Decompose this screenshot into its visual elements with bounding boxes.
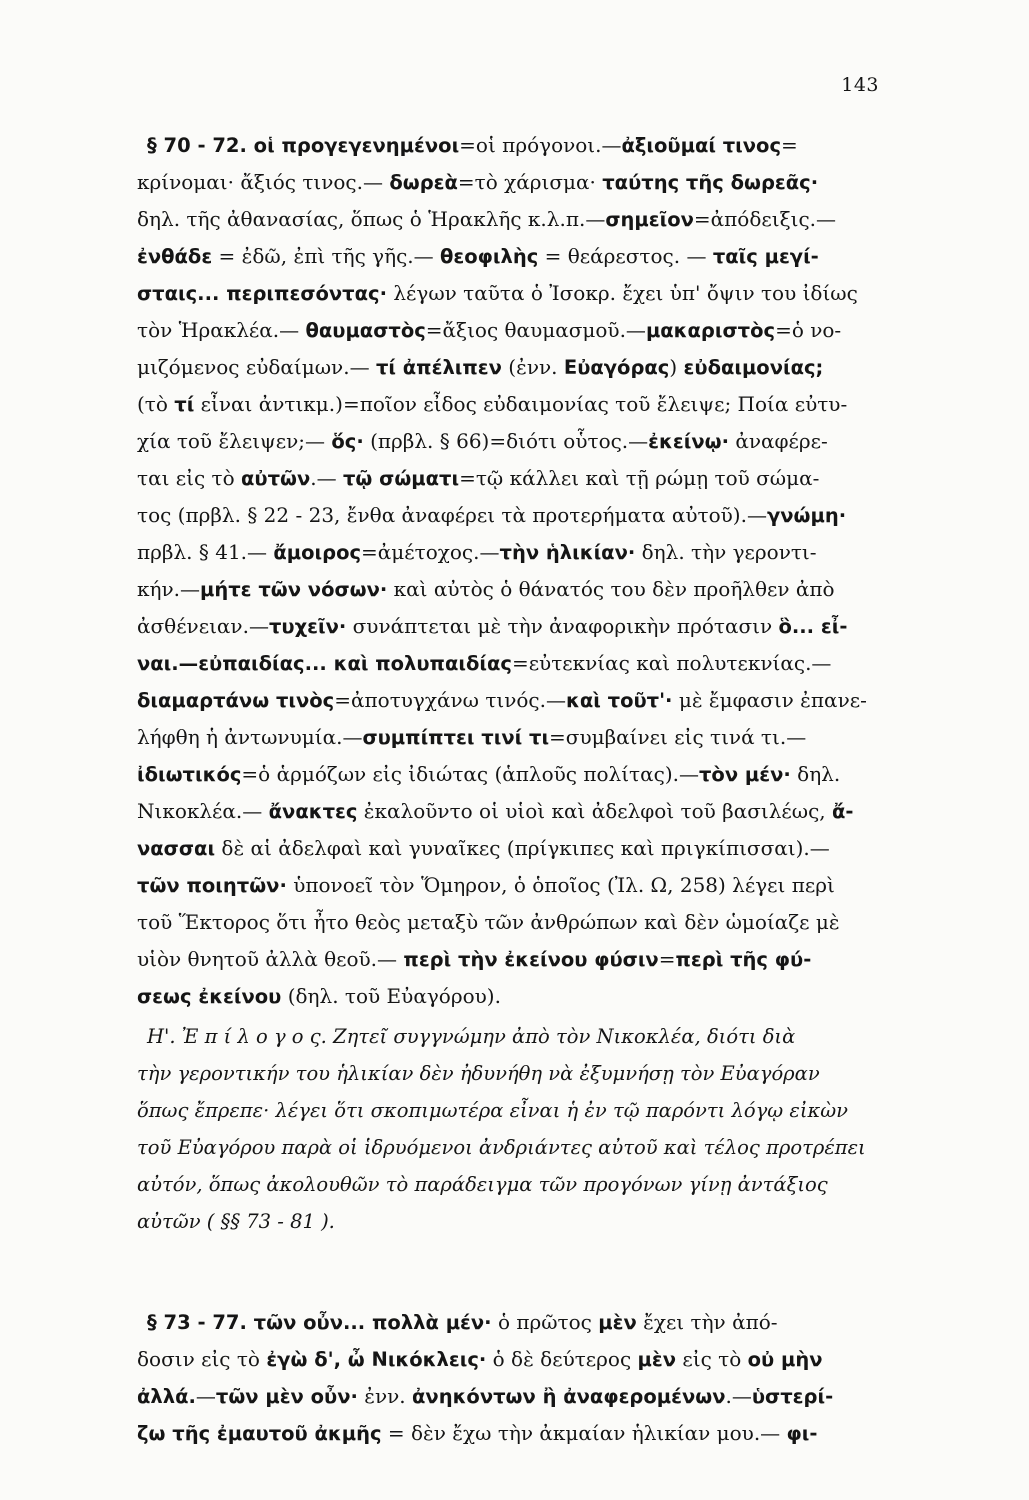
gloss-text: κήν.— <box>137 577 200 601</box>
lemma-term: ἐκείνῳ· <box>648 430 729 453</box>
text-line <box>137 608 883 645</box>
lemma-term: οὐ μὴν <box>747 1348 823 1371</box>
gloss-text: =ὁ ἁρμόζων εἰς ἰδιώτας (ἁπλοῦς πολίτας).— <box>241 762 699 786</box>
commentary-section-70-72 <box>137 127 883 1015</box>
gloss-text: λέγων ταῦτα ὁ Ἰσοκρ. ἔχει ὑπ' ὄψιν του ἰδίως <box>387 281 858 305</box>
text-line <box>137 904 883 941</box>
gloss-text: =ἀπόδειξις.— <box>693 207 836 231</box>
text-line <box>137 423 883 460</box>
gloss-text: εἰς τὸ <box>676 1347 748 1371</box>
epilogue-line: αὐτῶν ( §§ 73 - 81 ). <box>137 1210 335 1233</box>
lemma-term: ὑστερί- <box>751 1385 834 1408</box>
gloss-text: = ἐδῶ, ἐπὶ τῆς γῆς.— <box>212 244 440 268</box>
gloss-text: εἶναι ἀντικμ.)=ποῖον εἶδος εὐδαιμονίας τοῦ ἔλειψε; Ποία εὐτυ- <box>194 392 848 416</box>
gloss-text: ἀναφέρε- <box>728 429 828 453</box>
gloss-text: καὶ αὐτὸς ὁ θάνατός του δὲν προῆλθεν ἀπὸ <box>387 577 835 601</box>
text-line <box>137 1341 883 1378</box>
lemma-term: αὐτῶν <box>241 467 311 490</box>
gloss-text: δηλ. τὴν γεροντι- <box>635 540 817 564</box>
gloss-text: ἀσθένειαν.— <box>137 614 269 638</box>
text-line <box>137 941 883 978</box>
text-line <box>137 497 883 534</box>
gloss-text: δὲ αἱ ἀδελφαὶ καὶ γυναῖκες (πρίγκιπες καὶ πριγκίπισσαι).— <box>215 836 830 860</box>
gloss-text: ὁ πρῶτος <box>491 1310 599 1334</box>
lemma-term: ἰδιωτικός <box>137 763 242 786</box>
text-line <box>137 682 883 719</box>
gloss-text: μιζόμενος εὐδαίμων.— <box>137 355 376 379</box>
page-number: 143 <box>841 74 879 96</box>
gloss-text: (ἐνν. <box>501 355 564 379</box>
gloss-text: =τῷ κάλλει καὶ τῇ ρώμῃ τοῦ σώμα- <box>459 466 820 490</box>
gloss-text: τος (πρβλ. § 22 - 23, ἔνθα ἀναφέρει τὰ προτερήματα αὐτοῦ).— <box>137 503 767 527</box>
gloss-text: .— <box>310 466 343 490</box>
text-line <box>137 460 883 497</box>
gloss-text: = <box>781 133 798 157</box>
lemma-term: εὐπαιδίας... καὶ πολυπαιδίας <box>198 652 512 675</box>
text-line <box>137 201 883 238</box>
gloss-text: κρίνομαι· ἄξιός τινος.— <box>137 170 390 194</box>
lemma-term: μακαριστὸς <box>645 319 776 342</box>
lemma-term: τῶν ποιητῶν· <box>137 874 287 897</box>
lemma-term: ἀξιοῦμαί τινος <box>621 134 782 157</box>
lemma-term: ναι.— <box>137 652 199 675</box>
lemma-term: τί <box>174 393 195 416</box>
gloss-text: ) <box>669 355 684 379</box>
gloss-text: δηλ. τῆς ἀθανασίας, ὅπως ὁ Ἡρακλῆς κ.λ.π.— <box>137 207 606 231</box>
gloss-text: =οἱ πρόγονοι.— <box>459 133 622 157</box>
lemma-term: γνώμη· <box>766 504 847 527</box>
epilogue-line: τὴν γεροντικήν του ἡλικίαν δὲν ἠδυνήθη νὰ ἐξυμνήσῃ τὸν Εὐαγόραν <box>137 1062 820 1085</box>
gloss-text: =ὁ νο- <box>775 318 842 342</box>
lemma-term: περὶ τὴν ἐκείνου φύσιν <box>403 948 659 971</box>
text-line <box>137 793 883 830</box>
gloss-text: = <box>658 947 676 971</box>
text-line <box>137 867 883 904</box>
text-line <box>137 127 883 164</box>
gloss-text: (πρβλ. § 66)=διότι οὗτος.— <box>363 429 649 453</box>
lemma-term: τῶν μὲν οὖν· <box>215 1385 358 1408</box>
text-line <box>137 1415 883 1452</box>
lemma-term: ἄνακτες <box>268 800 358 823</box>
gloss-text: υἱὸν θνητοῦ ἀλλὰ θεοῦ.— <box>137 947 404 971</box>
epilogue-line: ὅπως ἔπρεπε· λέγει ὅτι σκοπιμωτέρα εἶναι ἡ ἐν τῷ παρόντι λόγῳ εἰκὼν <box>137 1099 849 1122</box>
text-line <box>137 349 883 386</box>
lemma-term: § 70 - 72. οἱ προγεγενημένοι <box>147 134 460 157</box>
lemma-term: καὶ τοῦτ'· <box>566 689 673 712</box>
gloss-text: =εὐτεκνίας καὶ πολυτεκνίας.— <box>511 651 832 675</box>
lemma-term: ταῖς μεγί- <box>712 245 819 268</box>
lemma-term: μήτε τῶν νόσων· <box>200 578 388 601</box>
lemma-term: ἐγὼ δ', ὦ Νικόκλεις· <box>266 1348 487 1371</box>
text-line <box>137 719 883 756</box>
text-line <box>137 830 883 867</box>
gloss-text: δηλ. <box>790 762 841 786</box>
lemma-term: τὸν μέν· <box>698 763 791 786</box>
gloss-text: τὸν Ἡρακλέα.— <box>137 318 306 342</box>
gloss-text: λήφθη ἡ ἀντωνυμία.— <box>137 725 363 749</box>
text-line <box>137 164 883 201</box>
gloss-text: (τὸ <box>137 392 175 416</box>
gloss-text: πρβλ. § 41.— <box>137 540 274 564</box>
lemma-term: ζω τῆς ἐμαυτοῦ ἀκμῆς <box>137 1422 382 1445</box>
lemma-term: σταις... περιπεσόντας· <box>137 282 387 305</box>
gloss-text: ἐκαλοῦντο οἱ υἱοὶ καὶ ἀδελφοὶ τοῦ βασιλέως, <box>357 799 832 823</box>
gloss-text: ἔχει τὴν ἀπό- <box>636 1310 778 1334</box>
lemma-term: ταύτης τῆς δωρεᾶς· <box>602 171 819 194</box>
text-line <box>137 571 883 608</box>
text-line <box>137 1378 883 1415</box>
lemma-term: ὃ... εἶ- <box>778 615 848 638</box>
gloss-text: δοσιν εἰς τὸ <box>137 1347 267 1371</box>
lemma-term: φι- <box>786 1422 818 1445</box>
commentary-section-73-77 <box>137 1304 883 1452</box>
gloss-text: Νικοκλέα.— <box>137 799 269 823</box>
epilogue-line: Η'. Ἐ π ί λ ο γ ο ς. Ζητεῖ συγγνώμην ἀπὸ τὸν Νικοκλέα, διότι διὰ <box>147 1025 796 1048</box>
lemma-term: σημεῖον <box>605 208 694 231</box>
gloss-text: =ἄξιος θαυμασμοῦ.— <box>425 318 646 342</box>
gloss-text: =συμβαίνει εἰς τινά τι.— <box>549 725 807 749</box>
lemma-term: τὴν ἡλικίαν· <box>499 541 636 564</box>
gloss-text: ἐνν. <box>357 1384 413 1408</box>
epilogue-line: τοῦ Εὐαγόρου παρὰ οἱ ἱδρυόμενοι ἀνδριάντες αὐτοῦ καὶ τέλος προτρέπει <box>137 1136 866 1159</box>
gloss-text: .— <box>725 1384 752 1408</box>
gloss-text: ται εἰς τὸ <box>137 466 241 490</box>
gloss-text: =ἀποτυγχάνω τινός.— <box>334 688 566 712</box>
text-line <box>137 238 883 275</box>
gloss-text: ὑπονοεῖ τὸν Ὅμηρον, ὁ ὁποῖος (Ἰλ. Ω, 258) λέγει περὶ <box>286 873 835 897</box>
lemma-term: ἄ- <box>832 800 854 823</box>
lemma-term: εὐδαιμονίας; <box>683 356 824 379</box>
lemma-term: δωρεὰ <box>389 171 458 194</box>
lemma-term: ἐνθάδε <box>137 245 213 268</box>
lemma-term: τῷ σώματι <box>342 467 460 490</box>
lemma-term: σεως ἐκείνου <box>137 985 282 1008</box>
lemma-term: θεοφιλὴς <box>440 245 539 268</box>
lemma-term: μὲν <box>637 1348 677 1371</box>
gloss-text: = θεάρεστος. — <box>538 244 713 268</box>
text-line <box>137 312 883 349</box>
text-line <box>137 756 883 793</box>
text-line <box>137 386 883 423</box>
lemma-term: θαυμαστὸς <box>305 319 426 342</box>
lemma-term: τί ἀπέλιπεν <box>375 356 502 379</box>
lemma-term: τυχεῖν· <box>268 615 347 638</box>
text-line <box>137 1304 883 1341</box>
epilogue-line: αὐτόν, ὅπως ἀκολουθῶν τὸ παράδειγμα τῶν προγόνων γίνῃ ἀντάξιος <box>137 1173 828 1196</box>
text-line <box>137 978 883 1015</box>
gloss-text: (δηλ. τοῦ Εὐαγόρου). <box>281 984 501 1008</box>
text-line <box>137 645 883 682</box>
gloss-text: — <box>195 1384 216 1408</box>
gloss-text: μὲ ἔμφασιν ἐπανε- <box>672 688 867 712</box>
text-line <box>137 275 883 312</box>
lemma-term: ἀλλά. <box>137 1385 196 1408</box>
gloss-text: συνάπτεται μὲ τὴν ἀναφορικὴν πρότασιν <box>346 614 779 638</box>
epilogue-summary <box>137 1018 883 1240</box>
text-line <box>137 534 883 571</box>
gloss-text: τοῦ Ἕκτορος ὅτι ἦτο θεὸς μεταξὺ τῶν ἀνθρώπων καὶ δὲν ὡμοίαζε μὲ <box>137 910 840 934</box>
lemma-term: συμπίπτει τινί τι <box>362 726 550 749</box>
gloss-text: ὁ δὲ δεύτερος <box>486 1347 638 1371</box>
lemma-term: Εὐαγόρας <box>563 356 670 379</box>
lemma-term: περὶ τῆς φύ- <box>675 948 812 971</box>
lemma-term: ὅς· <box>331 430 364 453</box>
lemma-term: § 73 - 77. τῶν οὖν... πολλὰ μέν· <box>147 1311 492 1334</box>
gloss-text: χία τοῦ ἔλειψεν;— <box>137 429 332 453</box>
lemma-term: ἄμοιρος <box>273 541 362 564</box>
lemma-term: ἀνηκόντων ἢ ἀναφερομένων <box>412 1385 726 1408</box>
lemma-term: μὲν <box>598 1311 637 1334</box>
lemma-term: διαμαρτάνω τινὸς <box>137 689 335 712</box>
gloss-text: =ἀμέτοχος.— <box>361 540 500 564</box>
gloss-text: =τὸ χάρισμα· <box>457 170 603 194</box>
lemma-term: νασσαι <box>137 837 216 860</box>
gloss-text: = δὲν ἔχω τὴν ἀκμαίαν ἡλικίαν μου.— <box>381 1421 787 1445</box>
